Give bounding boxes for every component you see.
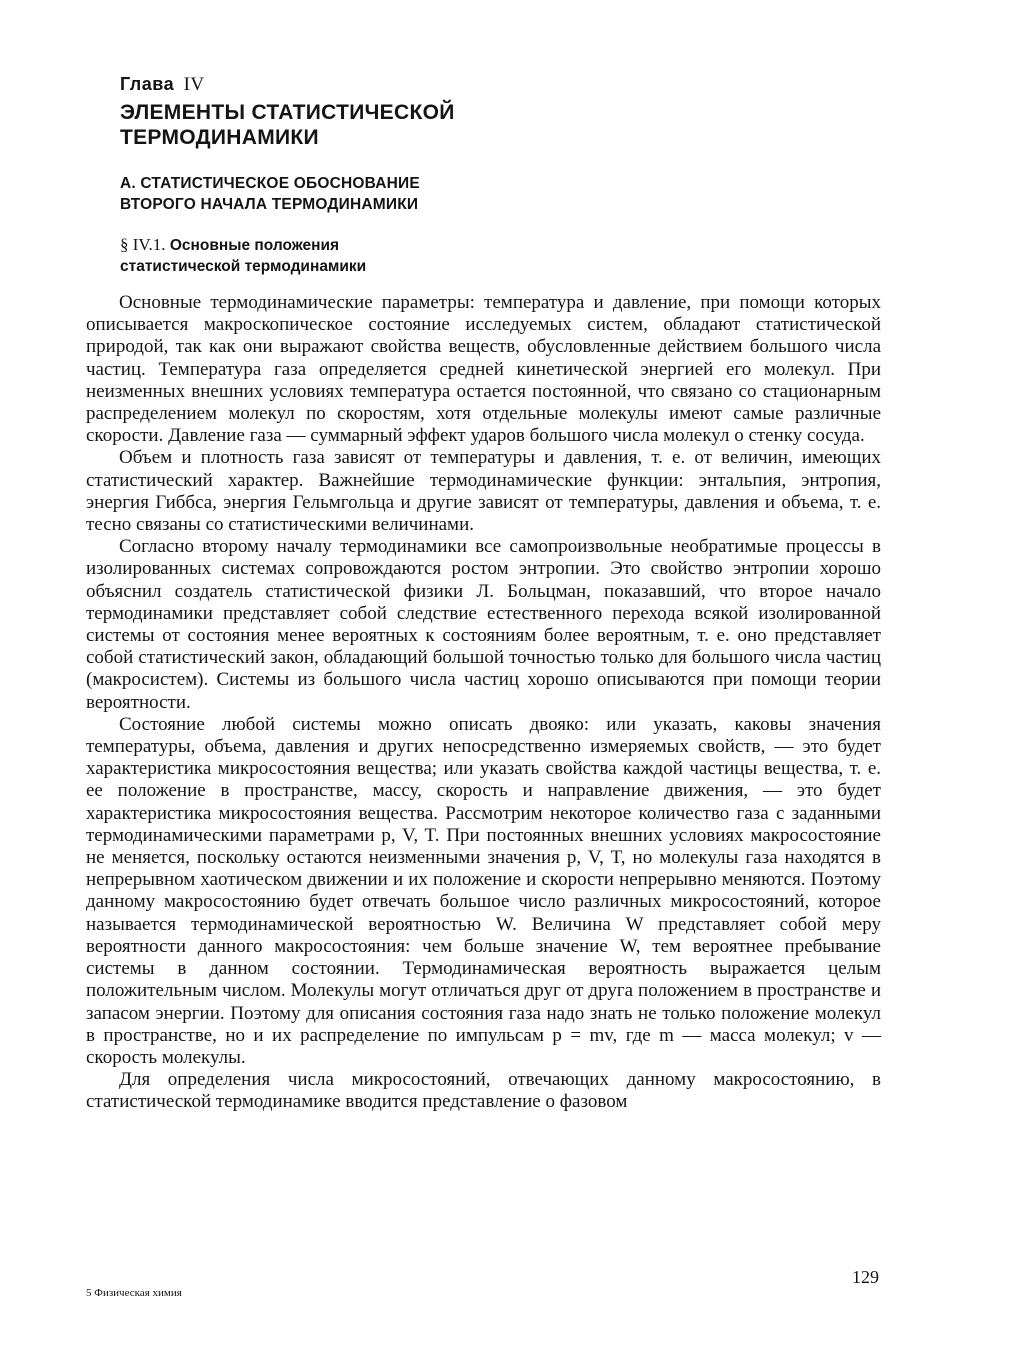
paragraph-5: Для определения числа микросостояний, отвечающих данному макросостоянию, в статистической термодинамике вводится представление о фазовом: [86, 1069, 881, 1113]
body-text: [86, 292, 881, 1114]
paragraph-4: Состояние любой системы можно описать двояко: или указать, каковы значения температуры, объема, давления и других непосредственно измеряемых свойств, — это будет характеристика микросостояния вещества; или указать свойства каждой частицы вещества, т. е. ее положение в пространстве, массу, скорость и направление движения, — это будет характеристика микросостояния вещества. Рассмотрим некоторое количество газа с заданными термодинамическими параметрами p, V, T. При постоянных внешних условиях макросостояние не меняется, поскольку остаются неизменными значения p, V, T, но молекулы газа находятся в непрерывном хаотическом движении и их положение и скорости непрерывно меняются. Поэтому данному макросостоянию будет отвечать большое число различных микросостояний, которое называется термодинамической вероятностью W. Величина W представляет собой меру вероятности данного макросостояния: чем больше значение W, тем вероятнее пребывание системы в данном состоянии. Термодинамическая вероятность выражается целым положительным числом. Молекулы могут отличаться друг от друга положением в пространстве и запасом энергии. Поэтому для описания состояния газа надо знать не только положение молекул в пространстве, но и их распределение по импульсам p = mv, где m — масса молекул; v — скорость молекулы.: [86, 713, 881, 1068]
printer-signature: 5 Физическая химия: [86, 1287, 182, 1299]
section-title-line-1: А. СТАТИСТИЧЕСКОЕ ОБОСНОВАНИЕ: [120, 175, 420, 192]
subsection-heading: [120, 234, 366, 277]
chapter-title: [120, 100, 455, 150]
page-number: 129: [852, 1267, 879, 1287]
subsection-title-line-2: статистической термодинамики: [120, 258, 367, 275]
subsection-number: § IV.1.: [120, 235, 166, 254]
chapter-label: [120, 74, 205, 96]
chapter-word: Глава: [120, 74, 175, 94]
chapter-number: IV: [183, 74, 205, 95]
chapter-title-line-1: ЭЛЕМЕНТЫ СТАТИСТИЧЕСКОЙ: [120, 101, 455, 124]
paragraph-1: Основные термодинамические параметры: температура и давление, при помощи которых описывается макроскопическое состояние исследуемых систем, обладают статистической природой, так как они выражают свойства веществ, обусловленные действием большого числа частиц. Температура газа определяется средней кинетической энергией его молекул. При неизменных внешних условиях температура остается постоянной, что связано со стационарным распределением молекул по скоростям, хотя отдельные молекулы имеют самые различные скорости. Давление газа — суммарный эффект ударов большого числа молекул о стенку сосуда.: [86, 292, 881, 447]
paragraph-3: Согласно второму началу термодинамики все самопроизвольные необратимые процессы в изолированных системах сопровождаются ростом энтропии. Это свойство энтропии хорошо объяснил создатель статистической физики Л. Больцман, показавший, что второе начало термодинамики представляет собой следствие естественного перехода всякой изолированной системы от состояния менее вероятных к состояниям более вероятным, т. е. оно представляет собой статистический закон, обладающий большой точностью только для большого числа частиц (макросистем). Системы из большого числа частиц хорошо описываются при помощи теории вероятности.: [86, 536, 881, 713]
chapter-title-line-2: ТЕРМОДИНАМИКИ: [120, 126, 319, 149]
section-title-line-2: ВТОРОГО НАЧАЛА ТЕРМОДИНАМИКИ: [120, 196, 419, 213]
subsection-title-line-1: Основные положения: [169, 237, 340, 254]
section-title: [120, 173, 420, 215]
paragraph-2: Объем и плотность газа зависят от температуры и давления, т. е. от величин, имеющих статистический характер. Важнейшие термодинамические функции: энтальпия, энтропия, энергия Гиббса, энергия Гельмгольца и другие зависят от температуры, давления и объема, т. е. тесно связаны со статистическими величинами.: [86, 447, 881, 536]
